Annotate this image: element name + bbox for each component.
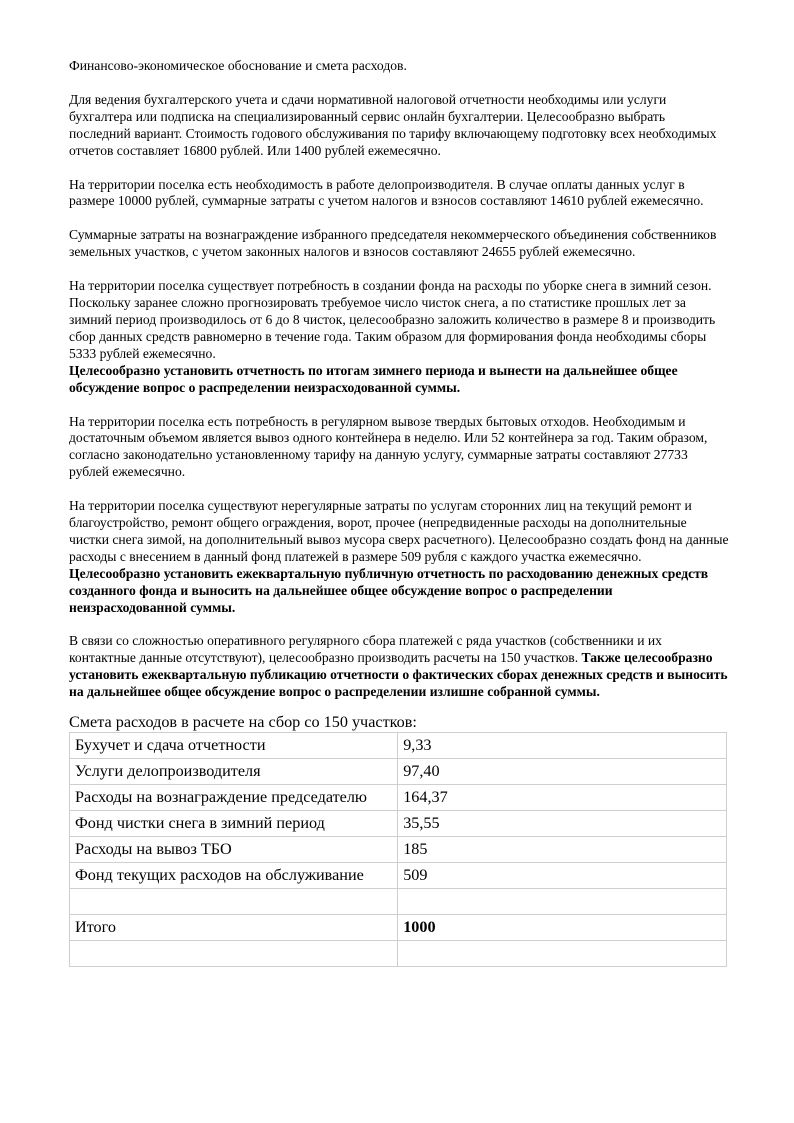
document-page [69,58,729,967]
paragraph-calculation-basis [69,633,729,701]
empty-cell [70,941,398,967]
paragraph-waste-removal: На территории поселка есть потребность в регулярном вывозе твердых бытовых отходов. Необходимым и достаточным объемом является вывоз одного контейнера в неделю. Или 52 контейнера за год. Таким образом, согласно законодательно установленному тарифу на данную услугу, суммарные затраты составляют 27733 рублей ежемесячно. [69,413,708,480]
paragraph-maintenance-fund: На территории поселка существуют нерегулярные затраты по услугам сторонних лиц на текущий ремонт и благоустройство, ремонт общего ограждения, ворот, прочее (непредвиденные расходы на дополнительные чистки снега зимой, на дополнительный вывоз мусора сверх расчетного). Целесообразно создать фонд на данные расходы с внесением в данный фонд платежей в размере 509 рубля с каждого участка ежемесячно. [69,498,729,564]
estimate-value: 509 [398,863,727,889]
table-row [70,785,727,811]
paragraph-snow-fund: На территории поселка существует потребность в создании фонда на расходы по уборке снега в зимний сезон. Поскольку заранее сложно прогнозировать требуемое число чисток снега, а по статистике прошлых лет за зимний период производилось от 6 до 8 чисток, целесообразно заложить количество в размере 8 и производить сбор данных средств равномерно в течение года. Таким образом для формирования фонда необходимы сборы 5333 рублей ежемесячно. [69,278,716,361]
estimate-item: Бухучет и сдача отчетности [70,733,398,759]
empty-cell [398,889,727,915]
table-row [70,811,727,837]
estimate-value: 9,33 [398,733,727,759]
table-row [70,733,727,759]
estimate-item: Расходы на вознаграждение председателю [70,785,398,811]
total-label: Итого [70,915,398,941]
estimate-value: 164,37 [398,785,727,811]
estimate-item: Фонд текущих расходов на обслуживание [70,863,398,889]
paragraph-snow-fund-note: Целесообразно установить отчетность по итогам зимнего периода и вынести на дальнейшее общее обсуждение вопрос о распределении неизрасходованной суммы. [69,362,678,395]
table-row-empty [70,941,727,967]
paragraph-maintenance-fund-note: Целесообразно установить ежеквартальную публичную отчетность по расходованию денежных средств созданного фонда и выносить на дальнейшее общее обсуждение вопрос о распределении неизрасходованной суммы. [69,565,709,615]
empty-cell [70,889,398,915]
paragraph-chairman: Суммарные затраты на вознаграждение избранного председателя некоммерческого объединения собственников земельных участков, с учетом законных налогов и взносов составляют 24655 рублей ежемесячно. [69,227,717,260]
paragraph-clerk: На территории поселка есть необходимость в работе делопроизводителя. В случае оплаты данных услуг в размере 10000 рублей, суммарные затраты с учетом налогов и взносов составляют 14610 рублей ежемесячно. [69,176,704,209]
estimate-table [69,732,727,967]
estimate-title: Смета расходов в расчете на сбор со 150 участков: [69,713,417,732]
table-row [70,837,727,863]
table-row [70,863,727,889]
total-value: 1000 [398,915,727,941]
estimate-item: Расходы на вывоз ТБО [70,837,398,863]
paragraph-accounting: Для ведения бухгалтерского учета и сдачи нормативной налоговой отчетности необходимы или услуги бухгалтера или подписка на специализированный сервис онлайн бухгалтерии. Целесообразно выбрать последний вариант. Стоимость годового обслуживания по тарифу включающему подготовку всех необходимых отчетов составляет 16800 рублей. Или 1400 рублей ежемесячно. [69,91,717,158]
paragraph-calculation-basis-note: Также целесообразно установить ежеквартальную публикацию отчетности о фактических сборах денежных средств и выносить на дальнейшее общее обсуждение вопрос о распределении излишне собранной суммы. [69,650,728,700]
empty-cell [398,941,727,967]
document-title: Финансово-экономическое обоснование и смета расходов. [69,58,407,73]
estimate-item: Фонд чистки снега в зимний период [70,811,398,837]
table-row [70,759,727,785]
table-row-empty [70,889,727,915]
paragraph-calculation-basis-text: В связи со сложностью оперативного регулярного сбора платежей с ряда участков (собственники и их контактные данные отсутствуют), целесообразно производить расчеты на 150 участков. [69,633,662,666]
estimate-value: 97,40 [398,759,727,785]
table-row-total [70,915,727,941]
estimate-item: Услуги делопроизводителя [70,759,398,785]
estimate-value: 35,55 [398,811,727,837]
estimate-value: 185 [398,837,727,863]
